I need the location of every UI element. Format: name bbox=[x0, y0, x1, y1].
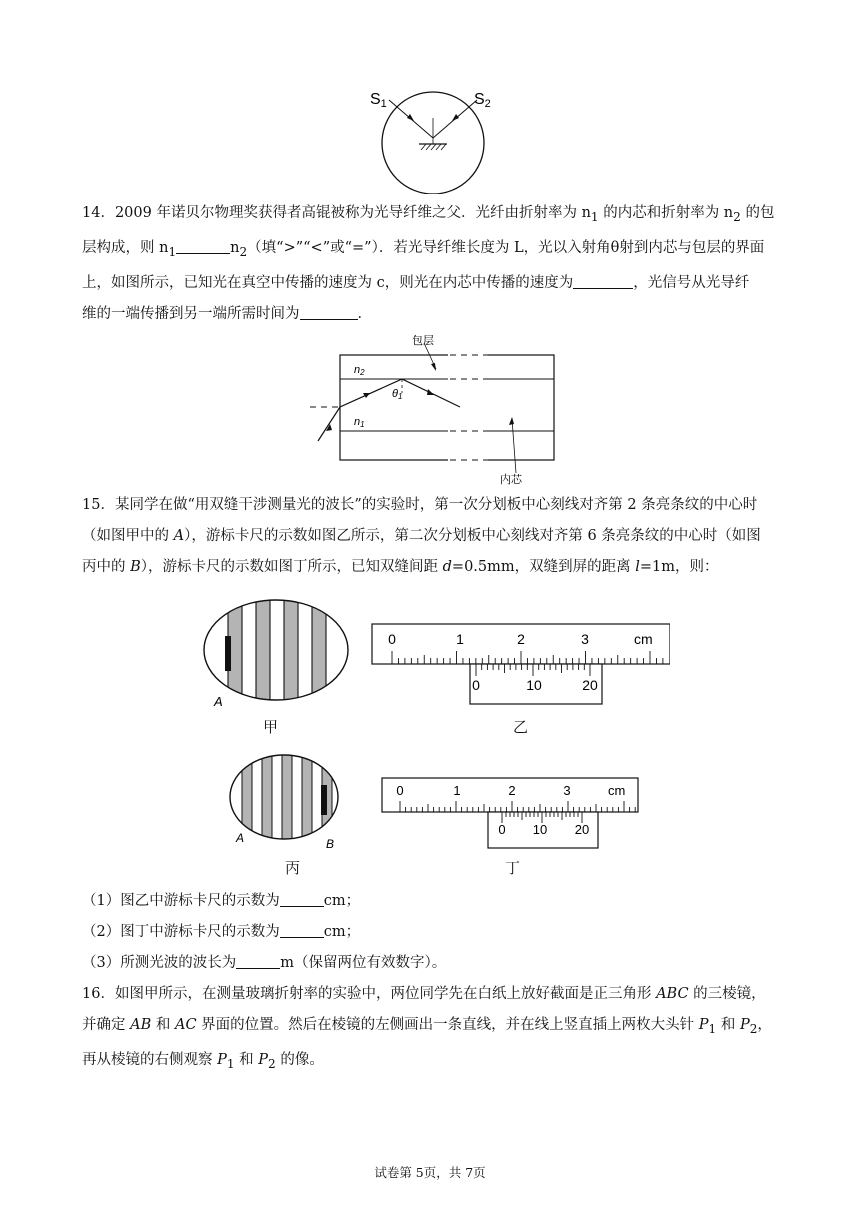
question-15-subparts: （1）图乙中游标卡尺的示数为 cm； （2）图丁中游标卡尺的示数为 cm； （3）所测光波的波长为 m（保留两位有效数字）。 bbox=[82, 893, 447, 971]
ding-vernier-tick-20: 20 bbox=[574, 822, 590, 837]
question-15: 15．某同学在做“用双缝干涉测量光的波长”的实验时，第一次分划板中心刻线对齐第 2 条亮条纹的中心时 （如图甲中的 A），游标卡尺的示数如图乙所示，第二次分划板中心刻线对齐第 6 条亮条纹的中心时（如图 丙中的 B），游标卡尺的示数如图丁所示，已知双缝间距 d=0.5mm，双缝到屏的距离 l=1m，则： bbox=[82, 497, 761, 575]
ding-vernier-tick-0: 0 bbox=[498, 822, 506, 837]
optical-fiber-figure bbox=[300, 333, 566, 485]
n2-label: n bbox=[354, 364, 361, 376]
theta-label: θ bbox=[392, 388, 398, 400]
fringe-figure-jia bbox=[200, 598, 360, 710]
svg-text:θ1: θ1 bbox=[392, 388, 403, 401]
vernier-caliper-ding bbox=[380, 776, 642, 852]
question-16: 16．如图甲所示，在测量玻璃折射率的实验中，两位同学先在白纸上放好截面是正三角形 ABC 的三棱镜， 并确定 AB 和 AC 界面的位置。然后在棱镜的左侧画出一条直线，并在线上竖直插上两枚大头针 $P_1$ 和 $P_2$， 再从棱镜的右侧观察 $P_1$ 和 $P_2$ 的像。 bbox=[82, 986, 772, 1071]
vernier-caliper-yi bbox=[370, 622, 670, 708]
fringe-a2-label: A bbox=[236, 831, 245, 845]
yi-main-tick-0: 0 bbox=[388, 631, 396, 647]
core-label: 内芯 bbox=[500, 474, 522, 485]
s1-label: S bbox=[370, 91, 381, 108]
answer-blank-14c[interactable] bbox=[300, 304, 358, 320]
caption-ding: 丁 bbox=[505, 859, 521, 877]
answer-blank-15-3[interactable] bbox=[236, 954, 280, 970]
page-footer: 试卷第 5页，共 7页 bbox=[374, 1165, 486, 1180]
s2-label: S bbox=[474, 91, 485, 108]
answer-blank-14b[interactable] bbox=[573, 273, 633, 289]
caption-yi: 乙 bbox=[513, 718, 529, 736]
ding-main-tick-3: 3 bbox=[563, 783, 571, 798]
yi-vernier-tick-0: 0 bbox=[472, 677, 480, 693]
ding-main-tick-0: 0 bbox=[396, 783, 404, 798]
answer-blank-14a[interactable] bbox=[176, 238, 230, 254]
n1-label: n bbox=[354, 416, 361, 428]
yi-main-tick-2: 2 bbox=[517, 631, 525, 647]
svg-text:S1: S1 bbox=[370, 91, 387, 110]
ding-main-tick-1: 1 bbox=[453, 783, 461, 798]
svg-text:n2: n2 bbox=[354, 364, 365, 377]
question-14: 14．2009 年诺贝尔物理奖获得者高锟被称为光导纤维之父．光纤由折射率为 $n_1$ 的内芯和折射率为 $n_2$ 的包 层构成，则 $n_1$ $n_2$（填“>”“<”或“=”）．若光导纤维长度为 L，光以入射角θ射到内芯与包层的界面 上，如图所示，已知光在真空中传播的速度为 c，则光在内芯中传播的速度为 ，光信号从光导纤 维的一端传播到另一端所需时间为 ． bbox=[82, 205, 775, 322]
yi-unit: cm bbox=[634, 631, 653, 647]
caption-jia: 甲 bbox=[263, 718, 279, 736]
ding-unit: cm bbox=[608, 783, 626, 798]
yi-vernier-tick-10: 10 bbox=[526, 677, 542, 693]
mirror-reflection-figure bbox=[370, 82, 510, 194]
yi-main-tick-3: 3 bbox=[581, 631, 589, 647]
yi-vernier-tick-20: 20 bbox=[582, 677, 598, 693]
fringe-a-label: A bbox=[214, 694, 223, 709]
yi-main-tick-1: 1 bbox=[456, 631, 464, 647]
answer-blank-15-2[interactable] bbox=[280, 923, 324, 939]
fringe-b-label: B bbox=[326, 837, 335, 851]
cladding-label: 包层 bbox=[412, 335, 434, 347]
answer-blank-15-1[interactable] bbox=[280, 892, 324, 908]
ding-vernier-tick-10: 10 bbox=[532, 822, 548, 837]
svg-text:n1: n1 bbox=[354, 416, 365, 429]
svg-text:S2: S2 bbox=[474, 91, 491, 110]
caption-bing: 丙 bbox=[285, 859, 301, 877]
fringe-figure-bing bbox=[228, 752, 358, 852]
ding-main-tick-2: 2 bbox=[508, 783, 516, 798]
